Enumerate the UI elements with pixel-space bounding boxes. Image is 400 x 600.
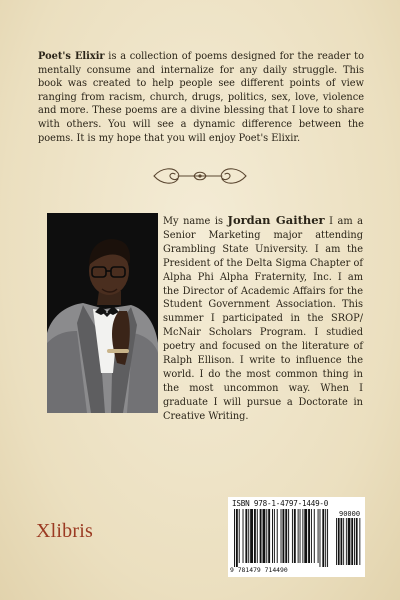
- ean-digits: 9 781479 714490: [230, 566, 288, 574]
- barcode-bar: [254, 509, 256, 563]
- barcode-bar: [243, 509, 244, 563]
- addon-digits: 90000: [339, 510, 361, 518]
- barcode-bar: [298, 509, 299, 563]
- barcode-bar: [285, 509, 287, 563]
- addon-bar: [356, 518, 358, 565]
- barcode-bar: [302, 509, 303, 563]
- barcode-bar: [268, 509, 270, 563]
- book-title: Poet's Elixir: [38, 51, 105, 62]
- barcode-bar: [266, 509, 267, 563]
- barcode-bar: [234, 509, 235, 567]
- barcode-bar: [277, 509, 278, 563]
- ornament-divider-icon: [148, 163, 252, 189]
- barcode-bar: [308, 509, 310, 563]
- addon-bar: [346, 518, 347, 565]
- author-bio: [163, 214, 363, 424]
- addon-bar: [359, 518, 360, 565]
- book-description-text: is a collection of poems designed for the reader to mentally consume and internalize for any daily struggle. This book was created to help people see different points of view ranging from racism, church, drugs, politics, sex, love, violence and more. These poems are a divine blessing that I love to share with others. You will see a dynamic difference between the poems. It is my hope that you will enjoy Poet's Elixir.: [38, 51, 364, 144]
- book-description: [38, 50, 364, 145]
- barcode-bar: [322, 509, 324, 567]
- barcode-bar: [294, 509, 296, 563]
- author-bio-intro: My name is: [163, 216, 228, 227]
- barcode-bar: [282, 509, 284, 563]
- barcode-bar: [257, 509, 258, 563]
- addon-bar: [343, 518, 344, 565]
- author-photo: [47, 213, 158, 413]
- barcode-bar: [292, 509, 293, 563]
- publisher-logo: Xlibris: [36, 520, 93, 542]
- barcode-bar: [318, 509, 319, 563]
- barcode-bar: [239, 509, 240, 563]
- barcode-bar: [311, 509, 312, 563]
- barcode-bar: [288, 509, 289, 563]
- barcode-bar: [236, 509, 238, 567]
- barcode-bars: [228, 497, 365, 577]
- barcode-bar: [248, 509, 249, 563]
- barcode-bar: [325, 509, 326, 567]
- addon-bar: [351, 518, 353, 565]
- barcode-bar: [272, 509, 273, 563]
- barcode-bar: [245, 509, 247, 563]
- author-bio-text: I am a Senior Marketing major attending Grambling State University. I am the President of the Delta Sigma Chapter of Alpha Phi Alpha Fraternity, Inc. I am the Director of Academic Affairs for the Student Government Association. This summer I participated in the SROP/ McNair Scholars Program. I studied poetry and focused on the literature of Ralph Ellison. I write to influence the world. I do the most common thing in the most uncommon way. When I graduate I will pursue a Doctorate in Creative Writing.: [163, 216, 364, 422]
- barcode-bar: [250, 509, 253, 563]
- addon-bar: [336, 518, 337, 565]
- author-name: Jordan Gaither: [227, 213, 325, 227]
- barcode-bar: [274, 509, 275, 563]
- isbn-label: ISBN 978-1-4797-1449-0: [232, 499, 329, 508]
- addon-bar: [338, 518, 340, 565]
- barcode-bar: [281, 509, 282, 563]
- addon-bar: [348, 518, 351, 565]
- addon-bar: [354, 518, 355, 565]
- barcode-bar: [300, 509, 301, 563]
- barcode-bar: [260, 509, 262, 563]
- barcode-bar: [263, 509, 266, 563]
- barcode-bar: [327, 509, 328, 567]
- barcode-bar: [314, 509, 315, 563]
- barcode-bar: [320, 509, 321, 567]
- addon-bar: [341, 518, 343, 565]
- barcode-bar: [304, 509, 307, 563]
- isbn-barcode: [228, 497, 365, 577]
